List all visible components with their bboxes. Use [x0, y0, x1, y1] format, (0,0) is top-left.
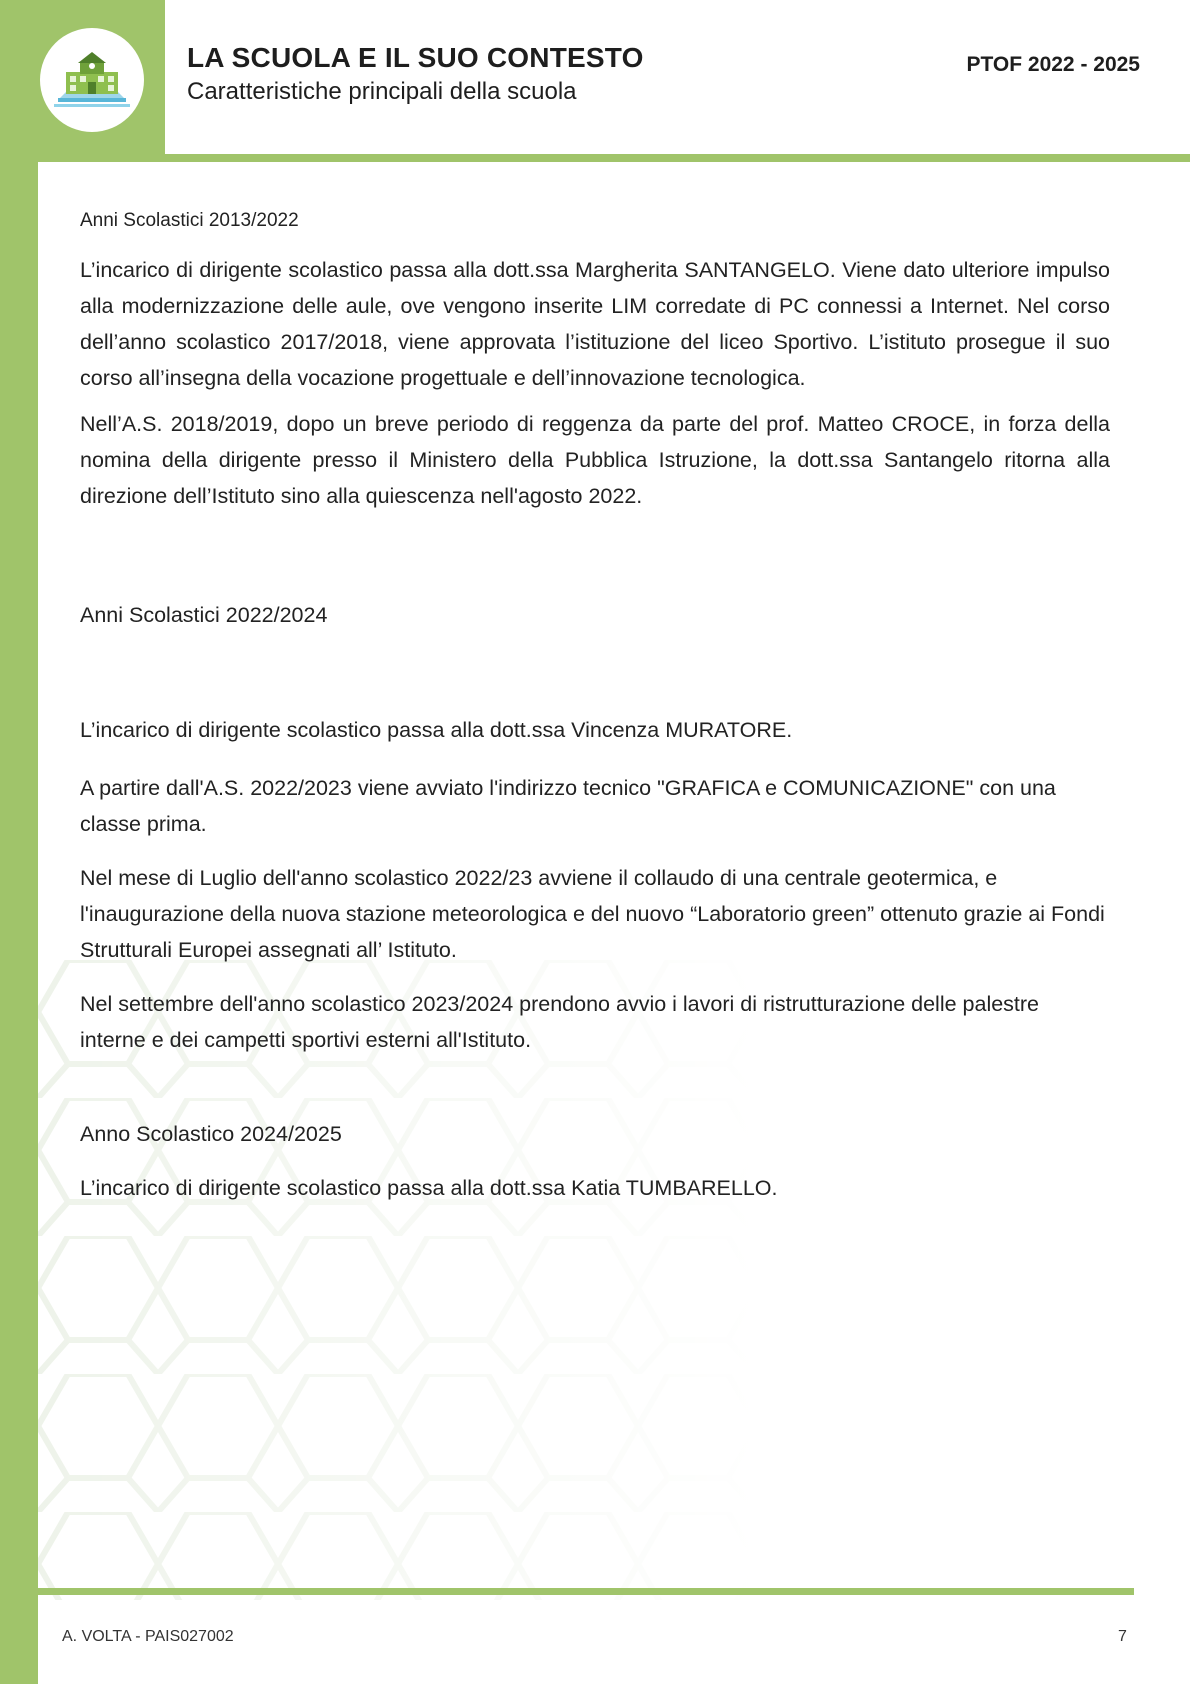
footer-school-code: A. VOLTA - PAIS027002: [62, 1628, 234, 1645]
school-building-icon: [52, 48, 132, 112]
header-divider: [38, 154, 1190, 162]
section-heading: Anno Scolastico 2024/2025: [80, 1122, 342, 1146]
section-heading: Anni Scolastici 2013/2022: [80, 210, 299, 231]
page-number: 7: [1118, 1628, 1127, 1645]
paragraph: L’incarico di dirigente scolastico passa alla dott.ssa Vincenza MURATORE.: [80, 718, 793, 742]
left-accent-bar: [0, 0, 38, 1684]
paragraph: Nell’A.S. 2018/2019, dopo un breve periodo di reggenza da parte del prof. Matteo CROCE, in forza della nomina della dirigente presso il Ministero della Pubblica Istruzione, la dott.ssa Santangelo ritorna alla direzione dell’Istituto sino alla quiescenza nell'agosto 2022.: [80, 412, 1110, 508]
section-heading: Anni Scolastici 2022/2024: [80, 603, 328, 627]
paragraph: A partire dall'A.S. 2022/2023 viene avviato l'indirizzo tecnico "GRAFICA e COMUNICAZIONE" con una classe prima.: [80, 776, 1056, 836]
paragraph: L’incarico di dirigente scolastico passa alla dott.ssa Margherita SANTANGELO. Viene dato ulteriore impulso alla modernizzazione delle aule, ove vengono inserite LIM corredate di PC connessi a Internet. Nel corso dell’anno scolastico 2017/2018, viene approvata l’istituzione del liceo Sportivo. L’istituto prosegue il suo corso all’insegna della vocazione progettuale e dell’innovazione tecnologica.: [80, 258, 1110, 390]
paragraph: Nel settembre dell'anno scolastico 2023/2024 prendono avvio i lavori di ristrutturazione delle palestre interne e dei campetti sportivi esterni all'Istituto.: [80, 992, 1040, 1052]
page-subtitle: Caratteristiche principali della scuola: [187, 78, 577, 105]
paragraph: Nel mese di Luglio dell'anno scolastico 2022/23 avviene il collaudo di una centrale geotermica, e l'inaugurazione della nuova stazione meteorologica e del nuovo “Laboratorio green” ottenuto grazie ai Fondi Strutturali Europei assegnati all’ Istituto.: [80, 866, 1105, 962]
school-logo: [40, 28, 144, 132]
page-title: LA SCUOLA E IL SUO CONTESTO: [187, 42, 644, 73]
footer-divider: [38, 1588, 1134, 1595]
ptof-label: PTOF 2022 - 2025: [966, 53, 1140, 76]
paragraph: L’incarico di dirigente scolastico passa alla dott.ssa Katia TUMBARELLO.: [80, 1176, 778, 1200]
